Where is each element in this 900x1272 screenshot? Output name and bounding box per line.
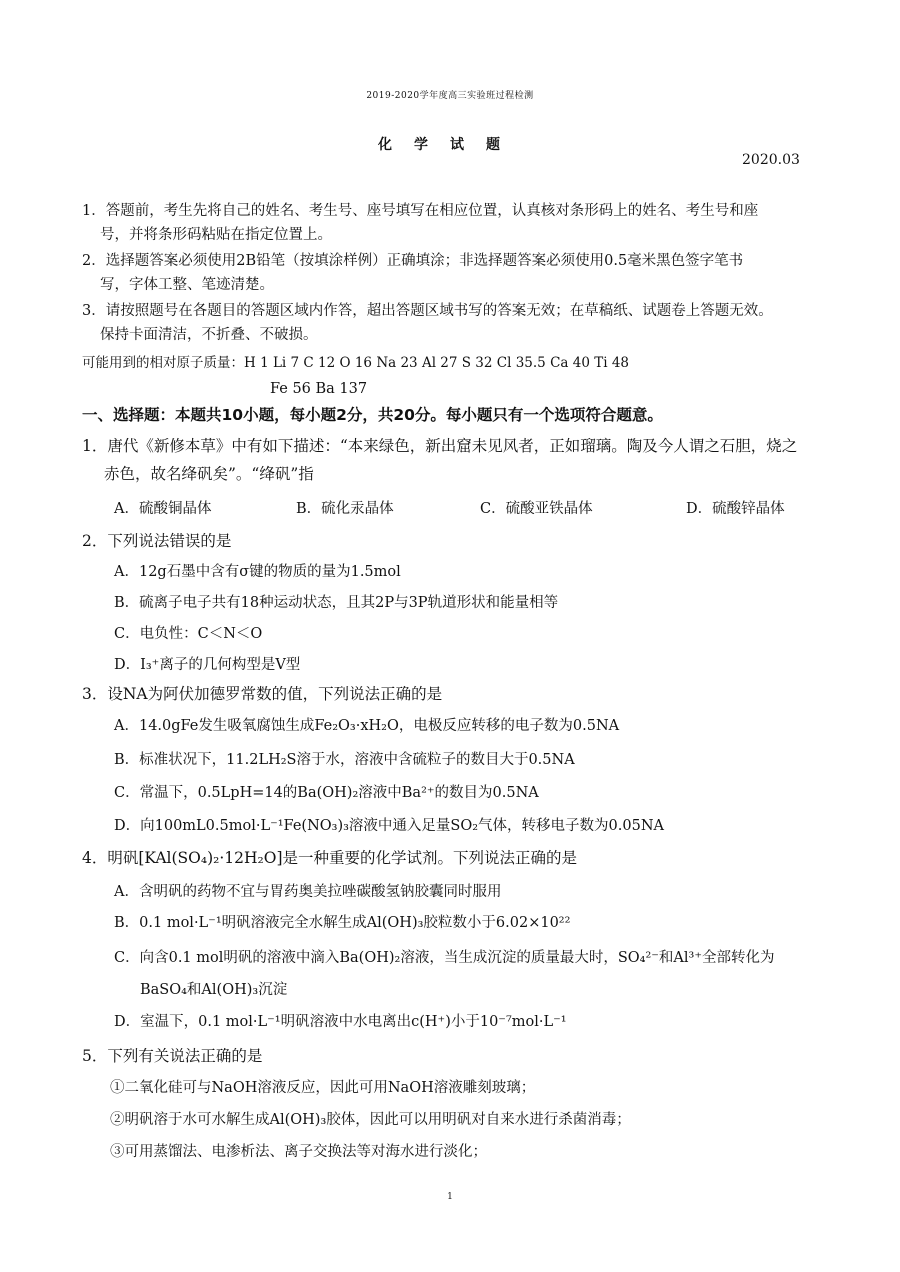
exam-date: 2020.03 — [742, 152, 800, 168]
q3-option-b: B．标准状况下，11.2LH₂S溶于水，溶液中含硫粒子的数目大于0.5NA — [114, 752, 575, 768]
instruction-1-line1: 1．答题前，考生先将自己的姓名、考生号、座号填写在相应位置，认真核对条形码上的姓名、考生号和座 — [82, 203, 759, 219]
q4-option-c-line2: BaSO₄和Al(OH)₃沉淀 — [140, 982, 288, 998]
q1-stem-line2: 赤色，故名绛矾矣”。“绛矾”指 — [104, 465, 314, 483]
q4-option-b: B．0.1 mol·L⁻¹明矾溶液完全水解生成Al(OH)₃胶粒数小于6.02×10²² — [114, 915, 571, 931]
q4-option-a: A．含明矾的药物不宜与胃药奥美拉唑碳酸氢钠胶囊同时服用 — [114, 884, 502, 900]
subject-title: 化学试题 — [378, 137, 522, 153]
q1-option-b: B．硫化汞晶体 — [296, 501, 394, 517]
q3-stem: 3．设NA为阿伏加德罗常数的值，下列说法正确的是 — [82, 685, 443, 703]
q2-stem: 2．下列说法错误的是 — [82, 532, 232, 550]
q5-item-1: ①二氧化硅可与NaOH溶液反应，因此可用NaOH溶液雕刻玻璃； — [110, 1080, 536, 1096]
q3-option-d: D．向100mL0.5mol·L⁻¹Fe(NO₃)₃溶液中通入足量SO₂气体，转移电子数为0.05NA — [114, 818, 665, 834]
q5-item-2: ②明矾溶于水可水解生成Al(OH)₃胶体，因此可以用明矾对自来水进行杀菌消毒； — [110, 1112, 631, 1128]
q5-stem: 5．下列有关说法正确的是 — [82, 1047, 263, 1065]
q2-option-c: C．电负性：C＜N＜O — [114, 626, 263, 642]
atomic-masses-line2: Fe 56 Ba 137 — [270, 381, 368, 397]
q2-option-a: A．12g石墨中含有σ键的物质的量为1.5mol — [114, 564, 401, 580]
q4-stem: 4．明矾[KAl(SO₄)₂·12H₂O]是一种重要的化学试剂。下列说法正确的是 — [82, 849, 577, 867]
q4-option-d: D．室温下，0.1 mol·L⁻¹明矾溶液中水电离出c(H⁺)小于10⁻⁷mol·L⁻¹ — [114, 1014, 567, 1030]
section-heading: 一、选择题：本题共10小题，每小题2分，共20分。每小题只有一个选项符合题意。 — [82, 406, 663, 424]
q4-option-c-line1: C．向含0.1 mol明矾的溶液中滴入Ba(OH)₂溶液，当生成沉淀的质量最大时，SO₄²⁻和Al³⁺全部转化为 — [114, 950, 775, 966]
q1-stem-line1: 1．唐代《新修本草》中有如下描述：“本来绿色，新出窟未见风者，正如瑠璃。陶及今人谓之石胆，烧之 — [82, 437, 798, 455]
q1-option-c: C．硫酸亚铁晶体 — [480, 501, 593, 517]
q2-option-d: D．I₃⁺离子的几何构型是V型 — [114, 657, 301, 673]
q3-option-c: C．常温下，0.5LpH=14的Ba(OH)₂溶液中Ba²⁺的数目为0.5NA — [114, 785, 539, 801]
instruction-1-line2: 号，并将条形码粘贴在指定位置上。 — [100, 227, 332, 243]
q2-option-b: B．硫离子电子共有18种运动状态，且其2P与3P轨道形状和能量相等 — [114, 595, 559, 611]
q1-option-a: A．硫酸铜晶体 — [114, 501, 212, 517]
instruction-3-line1: 3．请按照题号在各题目的答题区域内作答，超出答题区域书写的答案无效；在草稿纸、试题卷上答题无效。 — [82, 303, 773, 319]
q1-option-d: D．硫酸锌晶体 — [686, 501, 785, 517]
page-number: 1 — [447, 1192, 453, 1202]
q5-item-3: ③可用蒸馏法、电渗析法、离子交换法等对海水进行淡化； — [110, 1144, 487, 1160]
instruction-3-line2: 保持卡面清洁，不折叠、不破损。 — [100, 327, 318, 343]
instruction-2-line1: 2．选择题答案必须使用2B铅笔（按填涂样例）正确填涂；非选择题答案必须使用0.5毫米黑色签字笔书 — [82, 253, 744, 269]
instruction-2-line2: 写，字体工整、笔迹清楚。 — [100, 277, 274, 293]
exam-header-title: 2019-2020学年度高三实验班过程检测 — [366, 91, 534, 101]
q3-option-a: A．14.0gFe发生吸氧腐蚀生成Fe₂O₃·xH₂O，电极反应转移的电子数为0.5NA — [114, 718, 620, 734]
atomic-masses-line1: 可能用到的相对原子质量：H 1 Li 7 C 12 O 16 Na 23 Al 27 S 32 Cl 35.5 Ca 40 Ti 48 — [82, 355, 629, 371]
